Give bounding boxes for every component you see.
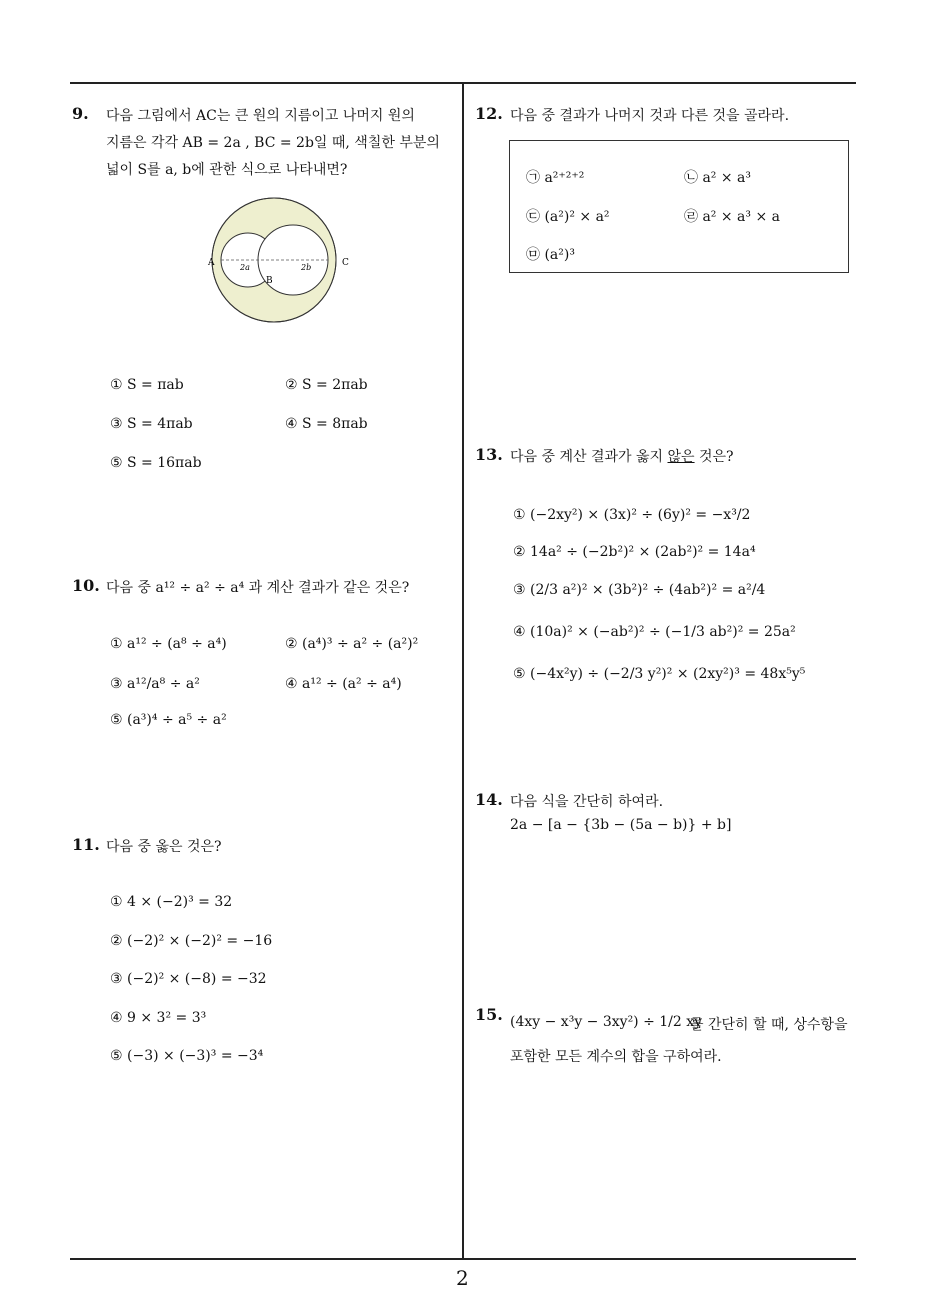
q14-text: 다음 식을 간단히 하여라. [510,794,664,810]
q13-option-3[interactable]: ③ (2/3 a²)² × (3b²)² ÷ (4ab²)² = a²/4 [513,582,766,598]
q13-option-1[interactable]: ① (−2xy²) × (3x)² ÷ (6y)² = −x³/2 [513,507,751,523]
q11-option-2[interactable]: ② (−2)² × (−2)² = −16 [110,933,273,949]
q9-line2: 지름은 각각 AB = 2a , BC = 2b일 때, 색칠한 부분의 [106,135,440,151]
q9-number: 9. [72,104,89,123]
q9-option-1[interactable]: ① S = πab [110,377,184,393]
q11-option-1[interactable]: ① 4 × (−2)³ = 32 [110,894,233,910]
q11-text: 다음 중 옳은 것은? [106,839,222,855]
q10-text: 다음 중 a¹² ÷ a² ÷ a⁴ 과 계산 결과가 같은 것은? [106,580,410,596]
q10-option-4[interactable]: ④ a¹² ÷ (a² ÷ a⁴) [285,676,402,692]
q12-option-3[interactable]: ㉢ (a²)² × a² [526,209,610,225]
q12-text: 다음 중 결과가 나머지 것과 다른 것을 골라라. [510,108,790,124]
q9-line1: 다음 그림에서 AC는 큰 원의 지름이고 나머지 원의 [106,108,415,124]
q10-option-1[interactable]: ① a¹² ÷ (a⁸ ÷ a⁴) [110,636,227,652]
q9-label-2a: 2a [240,263,250,272]
q12-option-2[interactable]: ㉡ a² × a³ [684,170,751,186]
q10-option-5[interactable]: ⑤ (a³)⁴ ÷ a⁵ ÷ a² [110,712,227,728]
q9-label-b: B [266,276,273,286]
q9-label-c: C [342,258,349,268]
q13-text-after: 것은? [694,449,734,465]
q12-option-5[interactable]: ㉤ (a²)³ [526,247,575,263]
q15-expr: (4xy − x³y − 3xy²) ÷ 1/2 xy [510,1014,703,1030]
q14-expr: 2a − [a − {3b − (5a − b)} + b] [510,817,732,833]
q9-circle-figure [200,195,360,325]
q9-line3: 넓이 S를 a, b에 관한 식으로 나타내면? [106,162,348,178]
bottom-rule [70,1258,856,1260]
q13-text-before: 다음 중 계산 결과가 옳지 [510,449,668,465]
q10-option-3[interactable]: ③ a¹²/a⁸ ÷ a² [110,676,200,692]
q12-option-4[interactable]: ㉣ a² × a³ × a [684,209,780,225]
page-number: 2 [456,1266,469,1290]
q13-option-4[interactable]: ④ (10a)² × (−ab²)² ÷ (−1/3 ab²)² = 25a² [513,624,796,640]
column-divider [462,82,464,1259]
q9-option-3[interactable]: ③ S = 4πab [110,416,193,432]
q9-option-2[interactable]: ② S = 2πab [285,377,368,393]
q9-label-a: A [208,258,215,268]
q10-number: 10. [72,576,100,595]
q12-option-1[interactable]: ㉠ a²⁺²⁺² [526,170,585,186]
q11-option-3[interactable]: ③ (−2)² × (−8) = −32 [110,971,267,987]
q9-option-4[interactable]: ④ S = 8πab [285,416,368,432]
q14-number: 14. [475,790,503,809]
q13-text [510,446,734,466]
q15-text1: 를 간단히 할 때, 상수항을 [690,1017,848,1033]
q15-text2: 포함한 모든 계수의 합을 구하여라. [510,1049,722,1065]
q13-text-underlined: 않은 [667,449,695,465]
q11-number: 11. [72,835,100,854]
q13-option-5[interactable]: ⑤ (−4x²y) ÷ (−2/3 y²)² × (2xy²)³ = 48x⁵y⁵ [513,666,806,682]
q15-number: 15. [475,1005,503,1024]
q9-label-2b: 2b [301,263,312,272]
q11-option-4[interactable]: ④ 9 × 3² = 3³ [110,1010,207,1026]
q13-option-2[interactable]: ② 14a² ÷ (−2b²)² × (2ab²)² = 14a⁴ [513,544,756,560]
q10-option-2[interactable]: ② (a⁴)³ ÷ a² ÷ (a²)² [285,636,419,652]
q9-option-5[interactable]: ⑤ S = 16πab [110,455,202,471]
q11-option-5[interactable]: ⑤ (−3) × (−3)³ = −3⁴ [110,1048,264,1064]
q13-number: 13. [475,445,503,464]
q12-number: 12. [475,104,503,123]
